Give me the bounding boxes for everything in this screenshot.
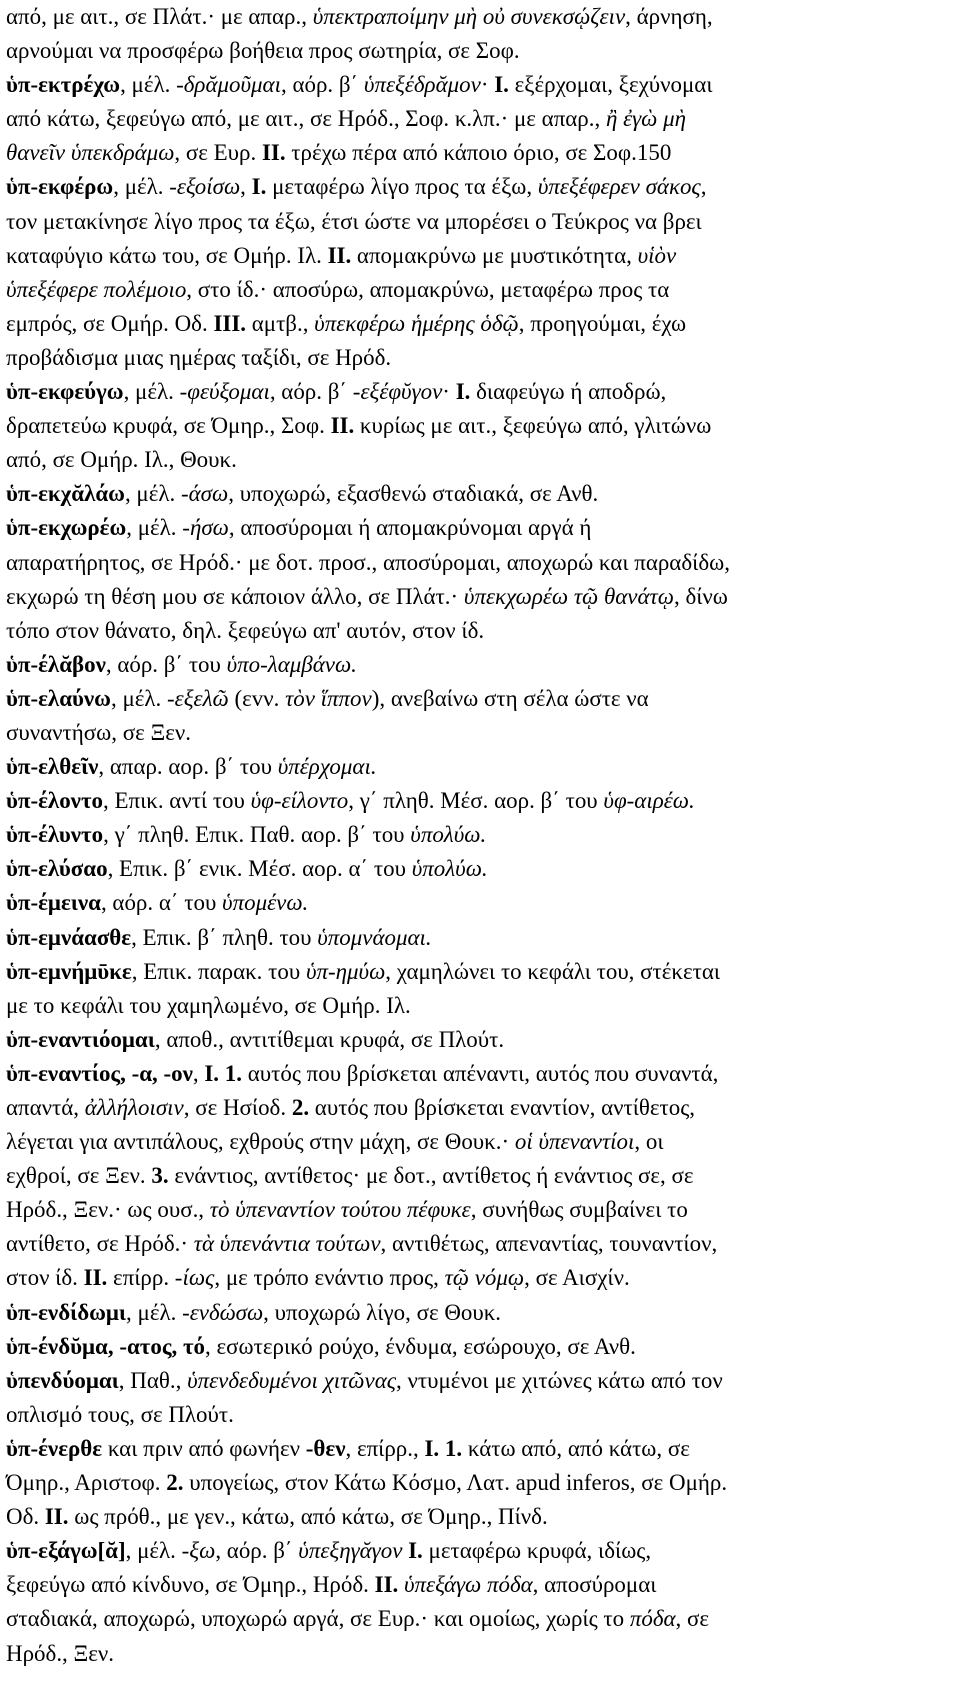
text-segment: αντίθετο, σε Ηρόδ.· [6,1231,194,1257]
text-line [6,0,946,34]
text-line [6,68,946,102]
dictionary-entry-yp-enantios [6,1057,948,1296]
italic-citation: -εξέφῠγον [352,379,443,405]
text-segment: εμπρός, σε Ομήρ. Οδ. [6,310,214,336]
italic-citation: τὸ ὑπεναντίον τούτου πέφυκε [209,1197,471,1223]
text-segment: αρνούμαι να προσφέρω βοήθεια προς σωτηρία, σε Σοφ. [6,38,520,64]
headword: ὑπ-ενδίδωμι [6,1299,127,1325]
text-segment: , αόρ. β΄ [280,72,364,98]
text-segment: , ντυμένοι με χιτώνες κάτω από τον [396,1367,723,1393]
text-line [6,34,946,68]
dictionary-entry-yp-enantioomai [6,1023,948,1057]
text-segment: κυρίως με αιτ., ξεφεύγω από, γλιτώνω [354,413,712,439]
dictionary-entry-yp-elonto [6,784,948,818]
text-segment: Οδ. [6,1504,45,1530]
headword: ὑπ-εμνάασθε [6,924,132,950]
dictionary-entry-yp-ektrecho [6,68,948,170]
text-line [6,102,946,136]
text-segment: εχθροί, σε Ξεν. [6,1163,152,1189]
dictionary-entry-yp-elysao [6,852,948,886]
dictionary-entry-yp-exago [6,1534,948,1670]
text-line [6,648,946,682]
text-segment: Όμηρ., Αριστοφ. [6,1470,167,1496]
text-segment: οπλισμό τους, σε Πλούτ. [6,1401,234,1427]
text-segment: επίρρ. [107,1265,175,1291]
bold-marker: -θεν [305,1435,346,1461]
bold-marker: I. [408,1538,423,1564]
text-segment: , μέλ. [124,481,181,507]
text-line [6,682,946,716]
headword: ὑπ-εναντίος, -α, -ον [6,1060,193,1086]
bold-marker: I. 1. [204,1060,242,1086]
headword: ὑπ-έμεινα [6,890,101,916]
text-segment: , δίνω [673,583,728,609]
text-segment: , σε Αισχίν. [524,1265,630,1291]
text-segment: δραπετεύω κρυφά, σε Όμηρ., Σοφ. [6,413,331,439]
text-segment: , γ΄ πληθ. Μέσ. αορ. β΄ του [348,788,604,814]
text-segment: , με τρόπο ενάντιο προς, [214,1265,445,1291]
bold-marker: II. [44,1504,69,1530]
text-segment: υπογείως, στον Κάτω Κόσμο, Λατ. apud inferos, σε Ομήρ. [183,1470,728,1496]
text-segment: , απαρ. αορ. β΄ του [98,754,278,780]
text-line [6,784,946,818]
dictionary-entry-yp-enerthe [6,1432,948,1534]
bold-marker: II. [327,242,352,268]
headword: ὑπ-εκφέρω [6,174,114,200]
text-line [6,1091,946,1125]
text-segment: , επίρρ., [345,1435,425,1461]
text-line [6,170,946,204]
text-line [6,1159,946,1193]
text-line [6,1432,946,1466]
headword: ὑπ-εμνήμῡκε [6,958,132,984]
headword: ὑπ-έλυντο [6,822,104,848]
text-segment: με το κεφάλι του χαμηλωμένο, σε Ομήρ. Ιλ. [6,992,411,1018]
text-line [6,1125,946,1159]
dictionary-entry-yp-elynto [6,818,948,852]
text-segment: από, σε Ομήρ. Ιλ., Θουκ. [6,447,237,473]
text-segment: , εσωτερικό ρούχο, ένδυμα, εσώρουχο, σε Ανθ. [205,1333,636,1359]
italic-citation: ὑπενδεδυμένοι χιτῶνας [187,1367,397,1393]
text-line [6,443,946,477]
text-line [6,136,946,170]
bold-marker: 3. [151,1163,169,1189]
text-segment: λέγεται για αντιπάλους, εχθρούς στην μάχη, σε Θουκ.· [6,1129,515,1155]
text-segment: , Παθ., [118,1367,188,1393]
text-segment: , οι [634,1129,664,1155]
italic-citation: ὑπεξέφερεν σάκος [537,174,701,200]
text-segment: , αόρ. β΄ [269,379,353,405]
text-segment: αυτός που βρίσκεται εναντίον, αντίθετος, [309,1095,696,1120]
text-segment: απαρατήρητος, σε Ηρόδ.· με δοτ. προσ., αποσύρομαι, αποχωρώ και παραδίδω, [6,549,730,575]
text-line [6,546,946,580]
text-segment: , χαμηλώνει το κεφάλι του, στέκεται [385,958,721,984]
italic-citation: υἱὸν [637,242,677,268]
text-line [6,1466,946,1500]
italic-citation: -εξελῶ [167,685,229,711]
text-line [6,1500,946,1534]
italic-citation: -ήσω [182,515,229,541]
text-segment: , συνήθως συμβαίνει το [470,1197,688,1223]
text-line [6,852,946,886]
text-segment: τόπο στον θάνατο, δηλ. ξεφεύγω απ' αυτόν, στον ίδ. [6,617,485,643]
text-line [6,1330,946,1364]
text-segment: μεταφέρω κρυφά, ιδίως, [422,1538,652,1564]
bold-marker: 2. [166,1470,184,1496]
dictionary-entry-yp-elayno [6,682,948,750]
dictionary-entry-yp-emnaasthe [6,921,948,955]
italic-citation: ὑπεξέφερε πολέμοιο [6,276,187,302]
text-line [6,511,946,545]
dictionary-entry-yp-ekchalao [6,477,948,511]
text-segment: , γ΄ πληθ. Επικ. Παθ. αορ. β΄ του [103,822,411,848]
headword: ὑπ-εναντιόομαι [6,1026,155,1052]
italic-citation: ὑπεκτραποίμην μὴ οὐ συνεκσῴζειν [312,4,626,29]
text-segment: από κάτω, ξεφεύγω από, με αιτ., σε Ηρόδ., Σοφ. κ.λπ.· με απαρ., [6,106,606,132]
bold-marker: II. [83,1265,108,1291]
bold-marker: I. [251,174,267,200]
text-line [6,239,946,273]
text-segment: και πριν από φωνήεν [102,1435,306,1461]
text-segment: , υποχωρώ λίγο, σε Θουκ. [263,1299,502,1325]
dictionary-entry-yp-ekchoreo [6,511,948,647]
dictionary-entry-yp-emeina [6,886,948,920]
italic-citation: ἢ ἐγὼ μὴ [605,106,687,132]
text-line [6,1296,946,1330]
headword: ὑπενδύομαι [6,1367,119,1393]
text-segment: , μέλ. [113,174,170,200]
text-line [6,580,946,614]
headword: ὑπ-εκχωρέω [6,515,127,541]
text-segment: , αποσύρομαι [532,1572,657,1598]
text-segment: , [192,1060,205,1086]
text-segment: , αποθ., αντιτίθεμαι κρυφά, σε Πλούτ. [154,1026,505,1052]
italic-citation: ὑπεξάγω πόδα [404,1572,533,1598]
bold-marker: I. [455,379,471,405]
text-segment: εξέρχομαι, ξεχύνομαι [508,72,713,98]
text-segment: σταδιακά, αποχωρώ, υποχωρώ αργά, σε Ευρ.· και ομοίως, χωρίς το [6,1606,630,1632]
text-line [6,989,946,1023]
text-segment: · [480,72,495,98]
text-line [6,1057,946,1091]
text-segment: , σε Ησίοδ. [183,1095,292,1120]
text-segment: (εvν. [228,685,286,711]
text-segment: , σε [675,1606,710,1632]
text-line [6,921,946,955]
bold-marker: I. [494,72,509,98]
text-line [6,273,946,307]
italic-citation: ὑπεκχωρέω τῷ θανάτῳ [463,583,674,609]
italic-citation: -ενδώσω [182,1299,264,1325]
headword: ὑπ-έλοντο [6,788,103,814]
text-segment: , στο ίδ.· αποσύρω, απομακρύνω, μεταφέρω προς τα [186,276,670,302]
text-line [6,1227,946,1261]
text-segment: ξεφεύγω από κίνδυνο, σε Όμηρ., Ηρόδ. [6,1572,375,1598]
text-line [6,750,946,784]
italic-citation: ὑπομένω. [222,890,309,916]
text-segment: τον μετακίνησε λίγο προς τα έξω, έτσι ώστε να μπορέσει ο Τεύκρος να βρει [6,208,702,234]
text-line [6,716,946,750]
dictionary-entry-yp-elabon [6,648,948,682]
italic-citation: οἱ ὑπεναντίοι [514,1129,635,1155]
text-segment: ως πρόθ., με γεν., κάτω, από κάτω, σε Όμηρ., Πίνδ. [68,1504,548,1530]
dictionary-entry-yp-ekfero [6,170,948,375]
headword: ὑπ-εξάγω[ᾰ] [6,1538,126,1564]
text-line [6,1637,946,1671]
text-line [6,307,946,341]
bold-marker: II. [330,413,355,439]
headword: ὑπ-ένδῠμα, -ατος, τό [6,1333,206,1359]
headword: ὑπ-ελύσαο [6,856,108,882]
italic-citation: ὑπομνάομαι. [317,924,432,950]
text-line [6,614,946,648]
headword: ὑπ-ελαύνω [6,685,111,711]
text-segment: μεταφέρω λίγο προς τα έξω, [266,174,538,200]
text-line [6,477,946,511]
text-line [6,818,946,852]
text-segment: συναντήσω, σε Ξεν. [6,719,191,745]
text-segment: , μέλ. [120,72,177,98]
dictionary-entry-yp-ekfeygo [6,375,948,477]
text-segment: , [700,174,707,200]
italic-citation: τὰ ὑπενάντια τούτων [193,1231,381,1257]
text-segment: , υποχωρώ, εξασθενώ σταδιακά, σε Ανθ. [228,481,599,507]
text-line [6,1261,946,1295]
text-segment: εκχωρώ τη θέση μου σε κάποιον άλλο, σε Πλάτ.· [6,583,464,609]
text-segment: , σε Ευρ. [174,140,262,166]
text-segment: αμτβ., [245,310,315,336]
italic-citation: ὑπεξέδρᾰμον [363,72,481,98]
text-segment: , Επικ. αντί του [102,788,251,814]
text-segment: καταφύγιο κάτω του, σε Ομήρ. Ιλ. [6,242,328,268]
italic-citation: ἀλλήλοισιν [84,1095,184,1120]
text-line [6,409,946,443]
italic-citation: ὑπ-ημύω [305,958,386,984]
text-segment: στον ίδ. [6,1265,84,1291]
dictionary-entry-yp-endidomi [6,1296,948,1330]
italic-citation: ὑφ-αιρέω. [603,788,695,814]
text-segment: αυτός που βρίσκεται απέναντι, αυτός που συναντά, [241,1060,719,1086]
italic-citation: ὑπέρχομαι. [277,754,377,780]
text-segment: , αποσύρομαι ή απομακρύνομαι αργά ή [228,515,592,541]
headword: ὑπ-έλᾰβον [6,651,106,677]
text-segment: , αόρ. β΄ του [105,651,227,677]
headword: ὑπ-εκφεύγω [6,379,124,405]
headword: ὑπ-εκτρέχω [6,72,121,98]
italic-citation: πόδα [629,1606,676,1632]
text-segment: , μέλ. [126,1299,183,1325]
text-segment: , αόρ. α΄ του [100,890,223,916]
text-segment: , μέλ. [110,685,168,711]
italic-citation: -ίως [174,1265,215,1291]
text-segment: Ηρόδ., Ξεν. [6,1640,115,1666]
text-line [6,205,946,239]
italic-citation: -άσω [180,481,229,507]
text-segment: , μέλ. [125,1538,182,1564]
text-segment: κάτω από, από κάτω, σε [462,1435,690,1461]
text-segment: ενάντιος, αντίθετος· με δοτ., αντίθετος ή ενάντιος σε, σε [168,1163,694,1189]
italic-citation: -φεύξομαι [179,379,270,405]
text-line [6,341,946,375]
headword: ὑπ-ένερθε [6,1435,103,1461]
bold-marker: 2. [291,1095,310,1120]
text-line [6,1568,946,1602]
bold-marker: II. [374,1572,399,1598]
text-line [6,1193,946,1227]
dictionary-entry-cont [6,0,948,68]
text-segment: , αντιθέτως, απεναντίας, τουναντίον, [380,1231,718,1257]
italic-citation: τὸν ἵππον [285,685,372,711]
text-segment: ), ανεβαίνω στη σέλα ώστε να [371,685,649,711]
dictionary-entry-yp-emnemyke [6,955,948,1023]
text-segment: , [240,174,252,200]
text-line [6,1023,946,1057]
italic-citation: -ξω [181,1538,216,1564]
text-segment: διαφεύγω ή αποδρώ, [470,379,667,405]
italic-citation: τῷ νόμῳ [444,1265,525,1291]
italic-citation: ὑπολύω. [411,856,488,882]
bold-marker: III. [213,310,246,336]
text-line [6,1398,946,1432]
dictionary-entry-ypendyomai [6,1364,948,1432]
text-segment: Ηρόδ., Ξεν.· ως ουσ., [6,1197,210,1223]
dictionary-entry-yp-endyma [6,1330,948,1364]
text-segment: , Επικ. παρακ. του [131,958,306,984]
bold-marker: I. 1. [424,1435,463,1461]
text-segment: τρέχω πέρα από κάποιο όριο, σε Σοφ.150 [285,140,672,166]
italic-citation: ὑπο-λαμβάνω. [226,651,357,677]
text-line [6,886,946,920]
text-segment: , μέλ. [126,515,183,541]
headword: ὑπ-ελθεῖν [6,754,99,780]
text-segment: , Επικ. β΄ πληθ. του [131,924,318,950]
text-line [6,375,946,409]
text-segment: απομακρύνω με μυστικότητα, [351,242,638,268]
italic-citation: ὑπεκφέρω ἡμέρης ὁδῷ [314,310,519,336]
bold-marker: II. [261,140,286,166]
italic-citation: -δρᾰμοῦμαι [176,72,281,98]
text-segment: προβάδισμα μιας ημέρας ταξίδι, σε Ηρόδ. [6,344,392,370]
text-segment: από, με αιτ., σε Πλάτ.· με απαρ., [6,4,313,29]
text-segment: , προηγούμαι, έχω [518,310,687,336]
text-line [6,955,946,989]
dictionary-entry-yp-elthein [6,750,948,784]
italic-citation: ὑφ-είλοντο [250,788,349,814]
text-line [6,1364,946,1398]
text-line [6,1534,946,1568]
italic-citation: -εξοίσω [169,174,241,200]
headword: ὑπ-εκχᾰλάω [6,481,125,507]
text-segment: , αόρ. β΄ [215,1538,299,1564]
italic-citation: ὑπεξηγᾰγον [298,1538,403,1564]
text-segment: , Επικ. β΄ ενικ. Μέσ. αορ. α΄ του [107,856,412,882]
italic-citation: ὑπολύω. [410,822,487,848]
text-segment: απαντά, [6,1095,85,1120]
text-segment: , άρνηση, [625,4,713,29]
text-line [6,1602,946,1636]
text-segment: · [442,379,456,405]
italic-citation: θανεῖν ὑπεκδράμω [6,140,175,166]
text-segment: , μέλ. [123,379,180,405]
